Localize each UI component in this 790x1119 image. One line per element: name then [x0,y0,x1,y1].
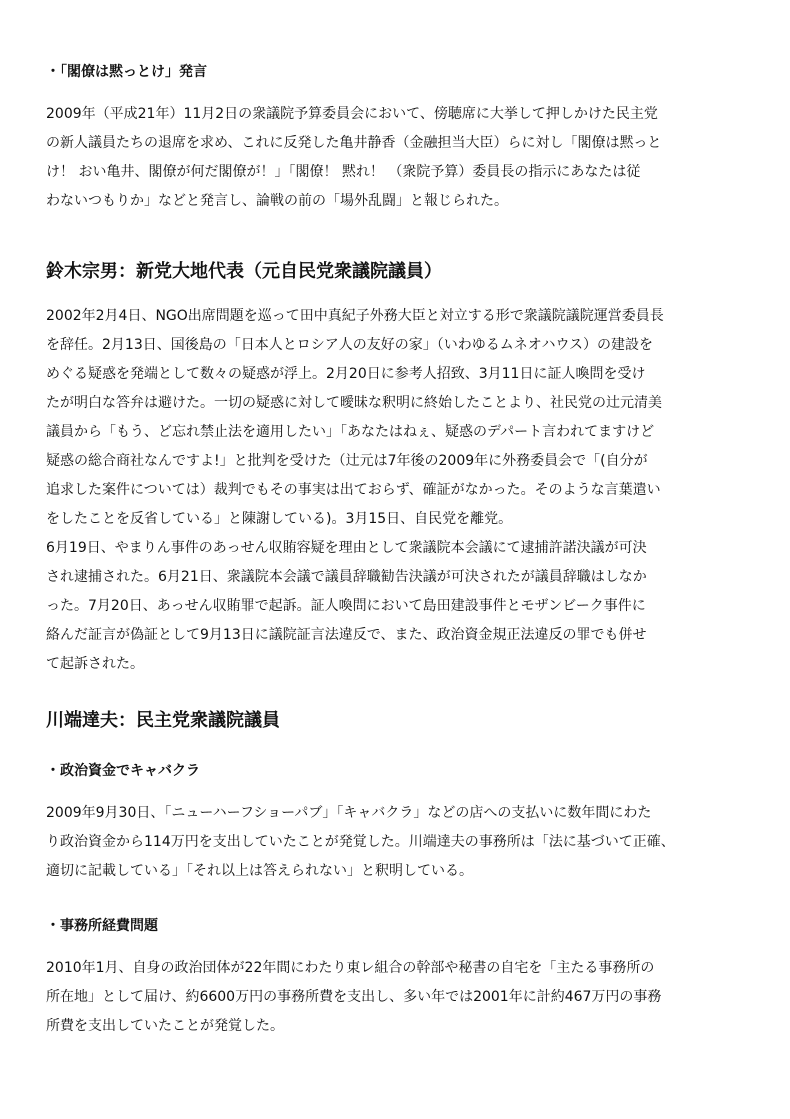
paragraph-suzuki-2 [46,534,746,679]
paragraph-line: 適切に記載している」「それ以上は答えられない」と釈明している。 [46,863,473,879]
paragraph-line: り政治資金から114万円を支出していたことが発覚した。川端達夫の事務所は「法に基づいて正確、 [46,834,675,850]
paragraph-line: 疑惑の総合商社なんですよ!」と批判を受けた（辻元は7年後の2009年に外務委員会で「(自分が [46,453,648,469]
paragraph-line: され逮捕された。6月21日、衆議院本会議で議員辞職勧告決議が可決されたが議員辞職はしなか [46,569,647,585]
paragraph-line: け！ おい亀井、閣僚が何だ閣僚が！」「閣僚！ 黙れ！ （衆院予算）委員長の指示にあなたは従 [46,164,641,180]
section-heading-kawabata: 川端達夫：民主党衆議院議員 [46,710,280,731]
paragraph-line: 絡んだ証言が偽証として9月13日に議院証言法違反で、また、政治資金規正法違反の罪でも併せ [46,627,647,643]
paragraph-line: て起訴された。 [46,656,144,672]
paragraph-line: の新人議員たちの退席を求め、これに反発した亀井静香（金融担当大臣）らに対し「閣僚は黙っと [46,135,662,151]
section-subtitle-kakuryo: ・「閣僚は黙っとけ」発言 [46,64,207,80]
paragraph-line: たが明白な答弁は避けた。一切の疑惑に対して曖昧な釈明に終始したことより、社民党の辻元清美 [46,395,662,411]
paragraph-line: をしたことを反省している」と陳謝している)。3月15日、自民党を離党。 [46,511,513,527]
paragraph-line: 6月19日、やまりん事件のあっせん収賄容疑を理由として衆議院本会議にて逮捕許諾決議が可決 [46,540,647,556]
paragraph-cabaret [46,799,746,886]
paragraph-line: 2009年（平成21年）11月2日の衆議院予算委員会において、傍聴席に大挙して押しかけた民主党 [46,106,658,122]
paragraph-line: を辞任。2月13日、国後島の「日本人とロシア人の友好の家」（いわゆるムネオハウス）の建設を [46,337,654,353]
paragraph-line: 議員から「もう、ど忘れ禁止法を適用したい」「あなたはねぇ、疑惑のデパート言われてますけど [46,424,655,440]
paragraph-office-expenses [46,954,746,1041]
paragraph-line: 2010年1月、自身の政治団体が22年間にわたり東レ組合の幹部や秘書の自宅を「主たる事務所の [46,960,655,976]
paragraph-line: わないつもりか」などと発言し、論戦の前の「場外乱闘」と報じられた。 [46,193,508,209]
document-page [46,58,746,1041]
paragraph-line: 2009年9月30日、「ニューハーフショーパブ」「キャバクラ」などの店への支払いに数年間にわた [46,805,652,821]
paragraph-line: った。7月20日、あっせん収賄罪で起訴。証人喚問において島田建設事件とモザンビーク事件に [46,598,646,614]
paragraph-line: 追求した案件については）裁判でもその事実は出ておらず、確証がなかった。そのような言葉遣い [46,482,661,498]
paragraph-line: 所在地」として届け、約6600万円の事務所費を支出し、多い年では2001年に計約467万円の事務 [46,989,662,1005]
paragraph-line: 所費を支出していたことが発覚した。 [46,1018,284,1034]
section-subtitle-cabaret: ・政治資金でキャバクラ [46,763,200,779]
paragraph-kakuryo [46,100,746,216]
paragraph-line: 2002年2月4日、NGO出席問題を巡って田中真紀子外務大臣と対立する形で衆議院議院運営委員長 [46,308,664,324]
section-subtitle-office-expenses: ・事務所経費問題 [46,918,158,934]
paragraph-line: めぐる疑惑を発端として数々の疑惑が浮上。2月20日に参考人招致、3月11日に証人喚問を受け [46,366,646,382]
section-heading-suzuki: 鈴木宗男：新党大地代表（元自民党衆議院議員） [46,261,442,282]
paragraph-suzuki-1 [46,302,746,534]
